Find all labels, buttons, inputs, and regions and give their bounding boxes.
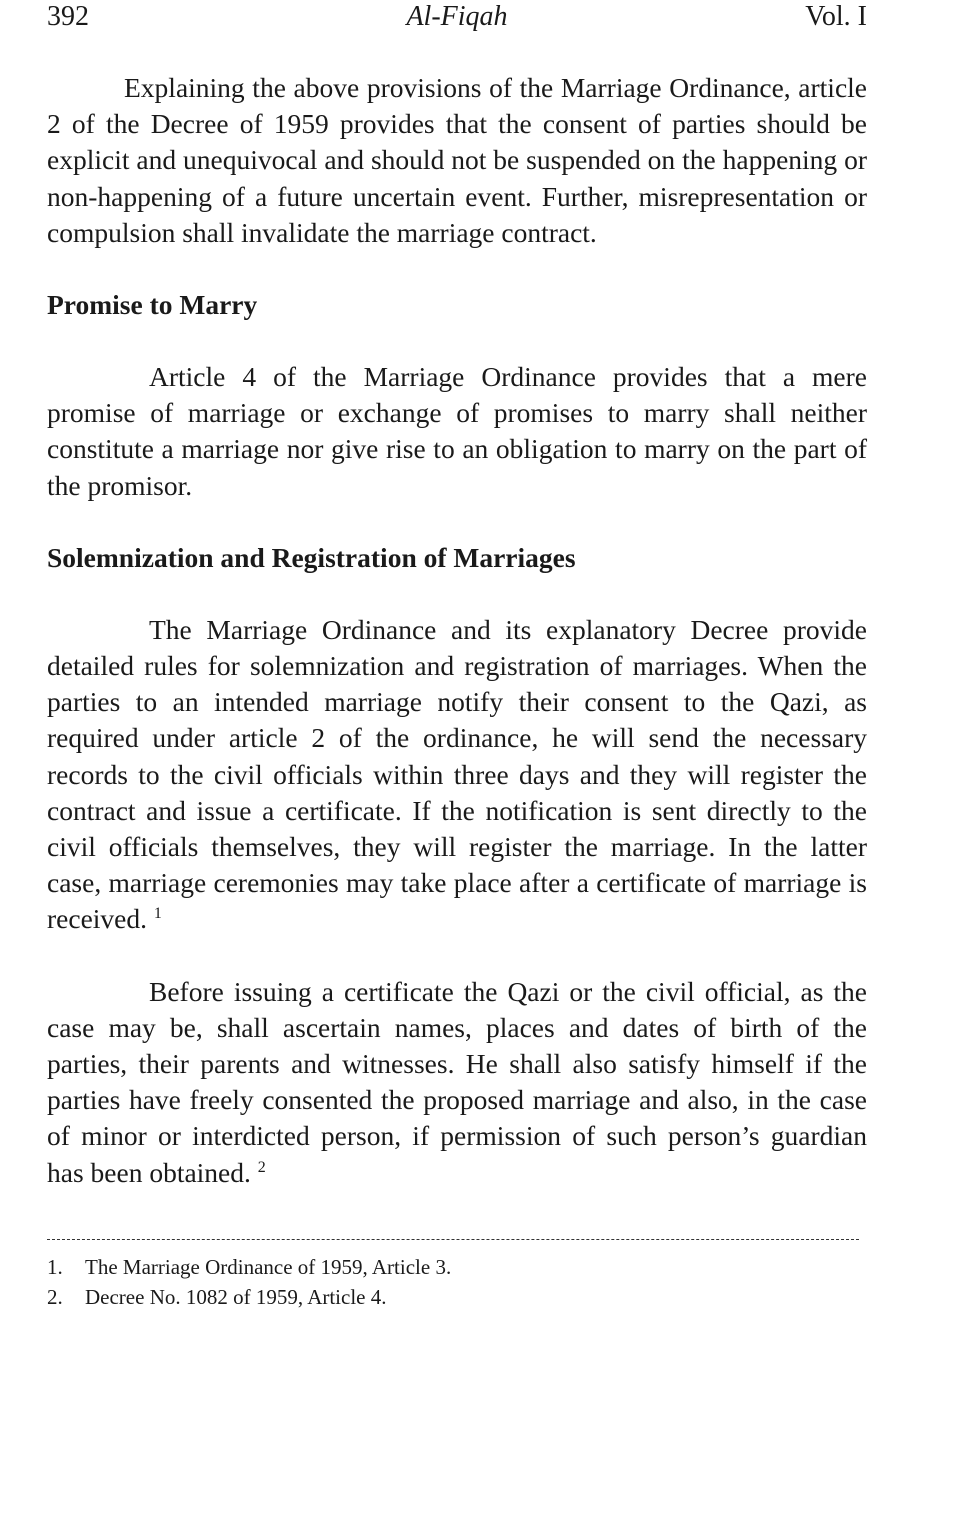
paragraph-solemnization <box>47 612 867 938</box>
footnote-ref-1: 1 <box>153 905 162 923</box>
heading-solemnization: Solemnization and Registration of Marriages <box>47 541 576 573</box>
page-number: 392 <box>47 1 89 32</box>
heading-promise-to-marry: Promise to Marry <box>47 289 258 321</box>
footnote-divider <box>47 1239 859 1240</box>
footnote-ref-2: 2 <box>257 1158 266 1176</box>
footnote-item <box>47 1282 867 1312</box>
paragraph-certificate-text: Before issuing a certificate the Qazi or the civil official, as the case may be, shall ascertain names, places and dates of birth of the parties, their parents and witnesses. He shall also satisfy himself if the parties have freely consented the proposed marriage and also, in the case of minor or interdicted person, if permission of such person’s guardian has been obtained. <box>47 975 867 1188</box>
paragraph-consent: Explaining the above provisions of the Marriage Ordinance, article 2 of the Decree of 1959 provides that the consent of parties should be explicit and unequivocal and should not be suspended on the happening or non-happening of a future uncertain event. Further, misrepresentation or compulsion shall invalidate the marriage contract. <box>47 72 867 248</box>
document-page <box>47 0 867 1312</box>
paragraph-promise: Article 4 of the Marriage Ordinance provides that a mere promise of marriage or exchange of promises to marry shall neither constitute a marriage nor give rise to an obligation to marry on the part of the promisor. <box>47 361 867 501</box>
footnote-item <box>47 1252 867 1282</box>
paragraph-solemnization-text: The Marriage Ordinance and its explanatory Decree provide detailed rules for solemnization and registration of marriages. When the parties to an intended marriage notify their consent to the Qazi, as required under article 2 of the ordinance, he will send the necessary records to the civil officials within three days and they will register the contract and issue a certificate. If the notification is sent directly to the civil officials themselves, they will register the marriage. In the latter case, marriage ceremonies may take place after a certificate of marriage is received. <box>47 613 867 935</box>
footnotes <box>47 1252 867 1312</box>
book-title: Al-Fiqah <box>406 1 508 32</box>
footnote-number: 2. <box>47 1284 63 1309</box>
footnote-text: The Marriage Ordinance of 1959, Article 3. <box>85 1254 452 1279</box>
volume-label: Vol. I <box>805 1 867 32</box>
footnote-number: 1. <box>47 1254 63 1279</box>
running-head <box>47 0 867 40</box>
paragraph-certificate <box>47 974 867 1191</box>
footnote-text: Decree No. 1082 of 1959, Article 4. <box>85 1284 387 1309</box>
